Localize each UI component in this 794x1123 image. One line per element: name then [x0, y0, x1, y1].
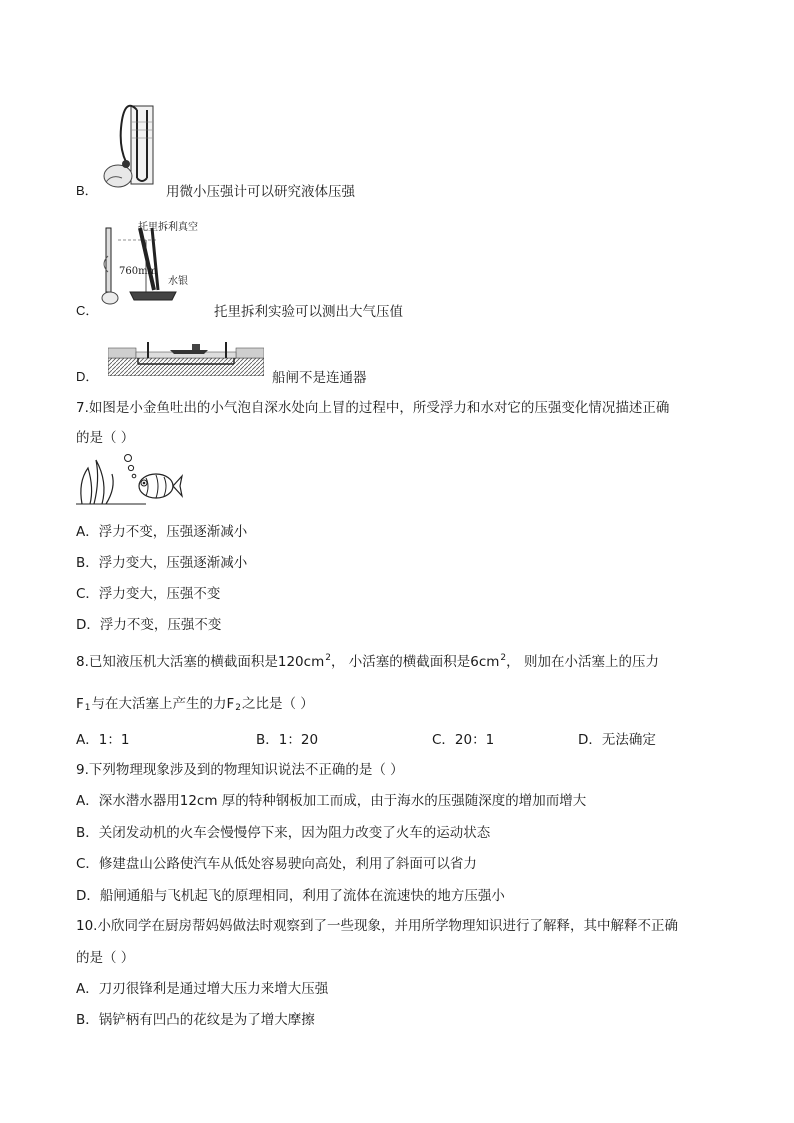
q9-option-c: C．修建盘山公路使汽车从低处容易驶向高处，利用了斜面可以省力: [76, 856, 477, 872]
q8-line2-part-a: F: [76, 696, 84, 712]
q10-option-a: A．刀刃很锋利是通过增大压力来增大压强: [76, 981, 329, 997]
q8-stem-part-c: ， 则加在小活塞上的压力: [506, 654, 659, 670]
goldfish-bubbles-figure: [76, 452, 184, 508]
q8-option-d: D．无法确定: [578, 732, 656, 748]
q8-stem-part-a: 8.已知液压机大活塞的横截面积是120cm: [76, 654, 325, 670]
q7-option-b: B．浮力变大，压强逐渐减小: [76, 555, 248, 571]
q6-option-d-text: 船闸不是连通器: [272, 370, 367, 386]
q8-stem-part-b: ， 小活塞的横截面积是6cm: [330, 654, 500, 670]
q6-option-c-text: 托里拆利实验可以测出大气压值: [214, 304, 403, 320]
q6-option-c-letter: C．: [76, 303, 99, 318]
q6-option-c: [76, 300, 403, 320]
torricelli-label-760mm: 760mm: [119, 266, 158, 277]
q6-option-d-letter: D．: [76, 369, 99, 384]
q8-line2-part-c: 之比是（ ）: [242, 696, 314, 712]
q10-stem-line2: 的是（ ）: [76, 950, 135, 966]
q9-option-b: B．关闭发动机的火车会慢慢停下来，因为阻力改变了火车的运动状态: [76, 825, 491, 841]
q9-option-d: D．船闸通船与飞机起飞的原理相同，利用了流体在流速快的地方压强小: [76, 888, 505, 904]
ship-lock-figure: [108, 334, 264, 376]
q7-option-d: D．浮力不变，压强不变: [76, 617, 222, 633]
q9-stem: 9.下列物理现象涉及到的物理知识说法不正确的是（ ）: [76, 762, 404, 778]
q10-stem-line1: 10.小欣同学在厨房帮妈妈做法时观察到了一些现象，并用所学物理知识进行了解释，其中解释不正确: [76, 918, 678, 934]
q7-option-c: C．浮力变大，压强不变: [76, 586, 221, 602]
q9-option-a: A．深水潜水器用12cm 厚的特种钢板加工而成，由于海水的压强随深度的增加而增大: [76, 793, 587, 809]
q8-option-b: B．1：20: [256, 732, 319, 748]
q6-option-d: [76, 366, 367, 386]
q8-sup-1: 2: [325, 653, 331, 663]
q8-sub-2: 2: [235, 703, 241, 713]
q8-stem-line1: [76, 650, 659, 670]
q8-line2-part-b: 与在大活塞上产生的力F: [91, 696, 235, 712]
q6-option-b: [76, 180, 355, 200]
q6-option-b-letter: B．: [76, 183, 98, 198]
q8-sup-2: 2: [500, 653, 507, 663]
q8-option-c: C．20：1: [432, 732, 495, 748]
q7-stem-line1: 7.如图是小金鱼吐出的小气泡自深水处向上冒的过程中，所受浮力和水对它的压强变化情况描述正确: [76, 400, 670, 416]
torricelli-label-mercury: 水银: [168, 276, 188, 287]
q8-option-a: A．1：1: [76, 732, 130, 748]
q8-stem-line2: [76, 692, 314, 713]
pressure-gauge-figure: [96, 100, 168, 196]
q8-sub-1: 1: [84, 703, 91, 713]
torricelli-label-vacuum: 托里拆利真空: [138, 222, 198, 233]
q6-option-b-text: 用微小压强计可以研究液体压强: [166, 184, 355, 200]
q10-option-b: B．锅铲柄有凹凸的花纹是为了增大摩擦: [76, 1012, 315, 1028]
q7-option-a: A．浮力不变，压强逐渐减小: [76, 524, 248, 540]
q7-stem-line2: 的是（ ）: [76, 430, 135, 446]
